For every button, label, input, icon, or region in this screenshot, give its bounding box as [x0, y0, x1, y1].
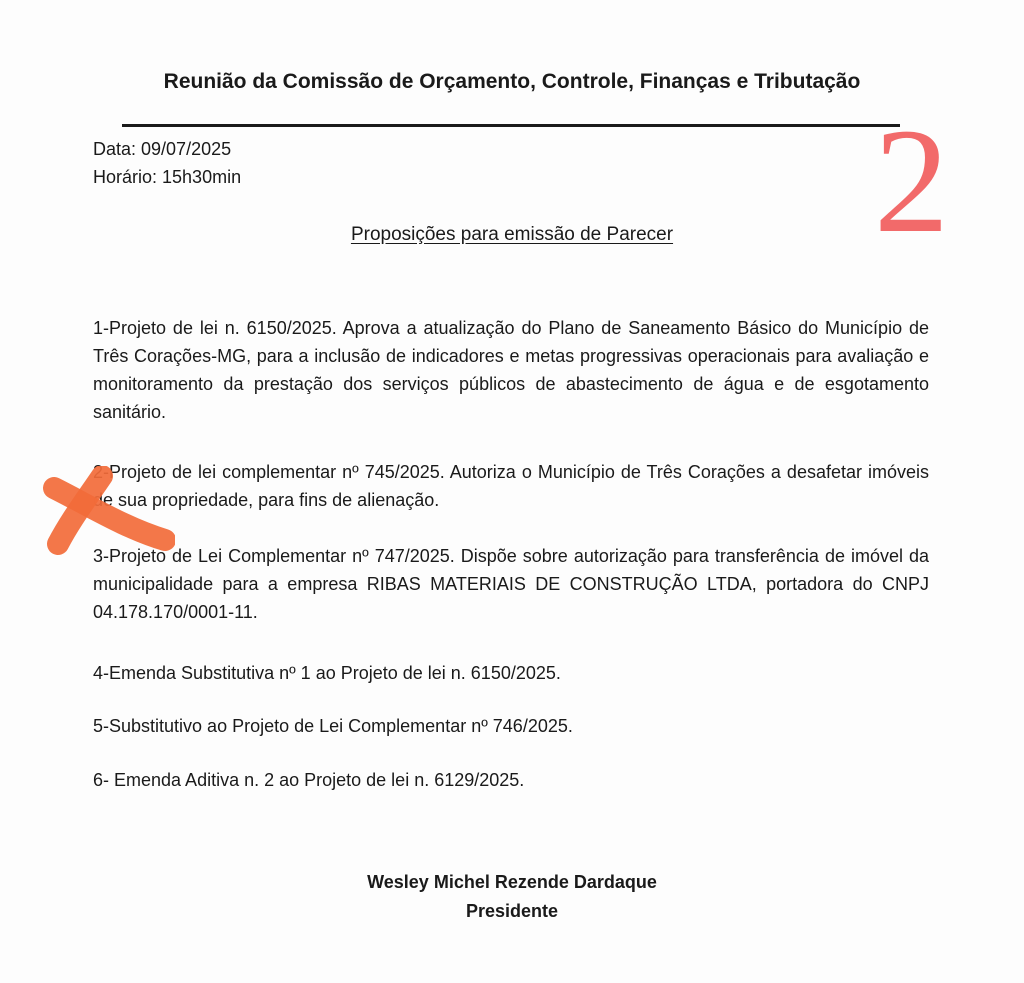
agenda-item-2: 2-Projeto de lei complementar nº 745/2025. Autoriza o Município de Três Corações a desafetar imóveis de sua propriedade, para fins de alienação.: [93, 462, 929, 510]
agenda-item-4: 4-Emenda Substitutiva nº 1 ao Projeto de lei n. 6150/2025.: [93, 663, 561, 683]
signer-role: Presidente: [465, 901, 559, 921]
title-underline-rule: [122, 124, 900, 127]
section-heading-text: Proposições para emissão de Parecer: [350, 224, 674, 245]
signer-name: Wesley Michel Rezende Dardaque: [367, 872, 657, 892]
cross-mark-icon: [40, 466, 175, 556]
meeting-time: Horário: 15h30min: [93, 167, 242, 187]
handwritten-page-number: 2: [874, 98, 949, 264]
agenda-item-6: 6- Emenda Aditiva n. 2 ao Projeto de lei n. 6129/2025.: [93, 770, 525, 790]
agenda-item-5: 5-Substitutivo ao Projeto de Lei Complementar nº 746/2025.: [93, 716, 573, 736]
agenda-item-1: 1-Projeto de lei n. 6150/2025. Aprova a atualização do Plano de Saneamento Básico do Município de Três Corações-MG, para a inclusão de indicadores e metas progressivas operacionais para avaliação e monitoramento da prestação dos serviços públicos de abastecimento de água e de esgotamento sanitário.: [93, 318, 929, 422]
section-heading: [0, 224, 1024, 246]
document-title: Reunião da Comissão de Orçamento, Controle, Finanças e Tributação: [163, 70, 861, 93]
meeting-date: Data: 09/07/2025: [93, 139, 232, 159]
agenda-item-3: 3-Projeto de Lei Complementar nº 747/2025. Dispõe sobre autorização para transferência de imóvel da municipalidade para a empresa RIBAS MATERIAIS DE CONSTRUÇÃO LTDA, portadora do CNPJ 04.178.170/0001-11.: [93, 546, 929, 622]
